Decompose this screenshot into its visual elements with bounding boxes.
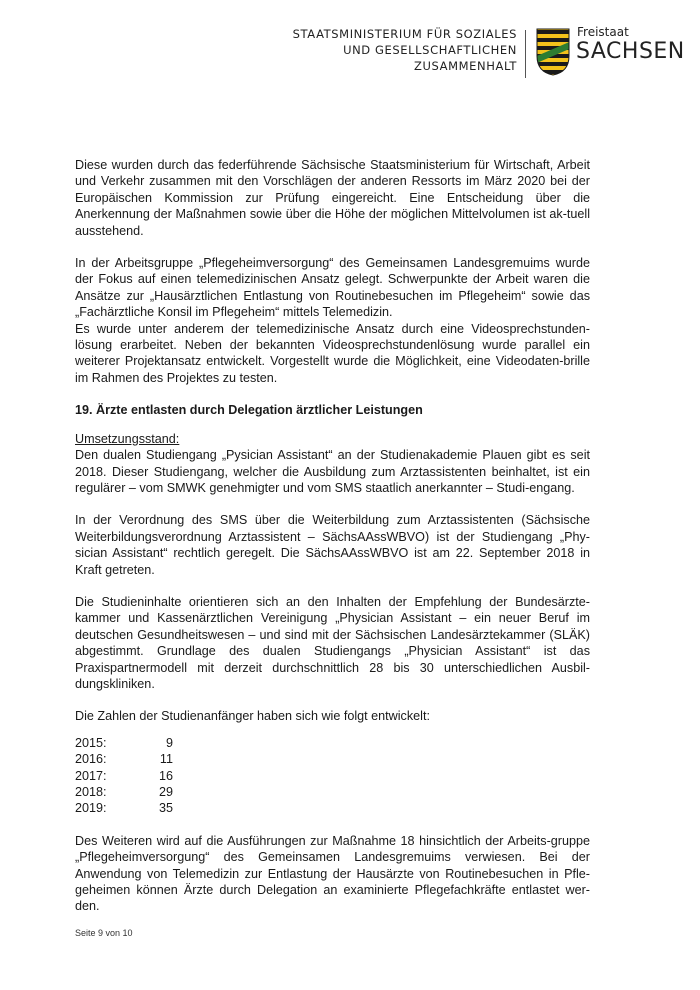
enrollment-row <box>75 751 590 767</box>
enrollment-count: 29 <box>158 784 173 799</box>
enrollment-year: 2015: <box>75 735 107 750</box>
paragraph-3: Es wurde unter anderem der telemedizinische Ansatz durch eine Videosprechstunden-lösung erarbeitet. Neben der bekannten Videosprechstundenlösung wurde parallel ein weiterer Projektansatz entwickelt. Vorgestellt wurde die Möglichkeit, eine Videodaten-brille im Rahmen des Projektes zu testen. <box>75 321 590 385</box>
paragraph-1: Diese wurden durch das federführende Sächsische Staatsministerium für Wirtschaft, Arbeit und Verkehr zusammen mit den Vorschlägen der anderen Ressorts im März 2020 bei der Europäischen Kommission zur Prüfung eingereicht. Eine Entscheidung über die Anerkennung der Maßnahmen sowie über die Höhe der möglichen Mittelvolumen ist ak-tuell ausstehend. <box>75 158 590 238</box>
subheading-umsetzungsstand: Umsetzungsstand: <box>75 431 180 446</box>
ministry-line-2: UND GESELLSCHAFTLICHEN <box>343 43 517 57</box>
enrollment-list <box>75 735 590 817</box>
enrollment-row <box>75 735 590 751</box>
saxony-coat-of-arms-icon <box>536 28 570 76</box>
enrollment-count: 9 <box>165 735 173 750</box>
enrollment-year: 2018: <box>75 784 107 799</box>
enrollment-row <box>75 768 590 784</box>
enrollment-row <box>75 784 590 800</box>
enrollment-row <box>75 800 590 816</box>
enrollment-count: 16 <box>158 768 173 783</box>
paragraph-8: Des Weiteren wird auf die Ausführungen zur Maßnahme 18 hinsichtlich der Arbeits-gruppe „Pflegeheimversorgung“ des Gemeinsamen Landesgremuims verwiesen. Bei der Anwendung von Telemedizin zur Entlastung der Hausärzte von Routinebesuchen in Pfle-geheimen können Ärzte durch Delegation an examinierte Pflegefachkräfte entlastet wer-den. <box>75 833 590 914</box>
header-divider <box>525 30 526 78</box>
document-body <box>75 157 590 931</box>
paragraph-5: In der Verordnung des SMS über die Weiterbildung zum Arztassistenten (Sächsische Weiterbildungsverordnung Arztassistent – SächsAAssWBVO) ist der Studiengang „Phy-sician Assistant“ rechtlich geregelt. Die SächsAAssWBVO ist am 22. September 2018 in Kraft getreten. <box>75 513 590 577</box>
logo-sachsen: SACHSEN <box>576 39 685 64</box>
ministry-line-1: STAATSMINISTERIUM FÜR SOZIALES <box>292 27 517 41</box>
letterhead <box>0 22 700 82</box>
page-number: Seite 9 von 10 <box>75 928 133 938</box>
paragraph-4 <box>75 431 590 497</box>
paragraph-6: Die Studieninhalte orientieren sich an den Inhalten der Empfehlung der Bundesärzte-kammer und Kassenärztlichen Vereinigung „Physician Assistant – ein neuer Beruf im deutschen Gesundheitswesen – und sind mit der Sächsischen Landesärztekammer (SLÄK) abgestimmt. Grundlage des dualen Studiengangs „Physician Assistant“ ist das Praxispartnermodell mit derzeit durchschnittlich 28 bis 30 unterschiedlichen Ausbil-dungskliniken. <box>75 594 590 691</box>
paragraph-2: In der Arbeitsgruppe „Pflegeheimversorgung“ des Gemeinsamen Landesgremuims wurde der Fokus auf einen telemedizinischen Ansatz gelegt. Schwerpunkte der Arbeit waren die Ansätze zur „Hausärztlichen Entlastung von Routinebesuchen im Pflegeheim“ sowie das „Fachärztliche Konsil im Pflegeheim“ mittels Telemedizin. <box>75 256 590 320</box>
enrollment-count: 35 <box>158 801 173 816</box>
enrollment-year: 2016: <box>75 752 107 767</box>
logo-freistaat: Freistaat <box>577 25 629 39</box>
paragraph-7: Die Zahlen der Studienanfänger haben sich wie folgt entwickelt: <box>75 709 430 724</box>
enrollment-year: 2019: <box>75 801 107 816</box>
section-title: 19. Ärzte entlasten durch Delegation ärztlicher Leistungen <box>75 403 423 418</box>
paragraph-4-text: Den dualen Studiengang „Pysician Assistant“ an der Studienakademie Plauen gibt es seit 2018. Dieser Studiengang, welcher die Ausbildung zum Arztassistenten beinhaltet, ist ein regulärer – vom SMWK genehmigter und vom SMS staatlich anerkannter – Studi-engang. <box>75 448 590 495</box>
enrollment-year: 2017: <box>75 768 107 783</box>
ministry-line-3: ZUSAMMENHALT <box>414 59 517 73</box>
ministry-name <box>293 26 517 74</box>
enrollment-count: 11 <box>159 752 173 767</box>
